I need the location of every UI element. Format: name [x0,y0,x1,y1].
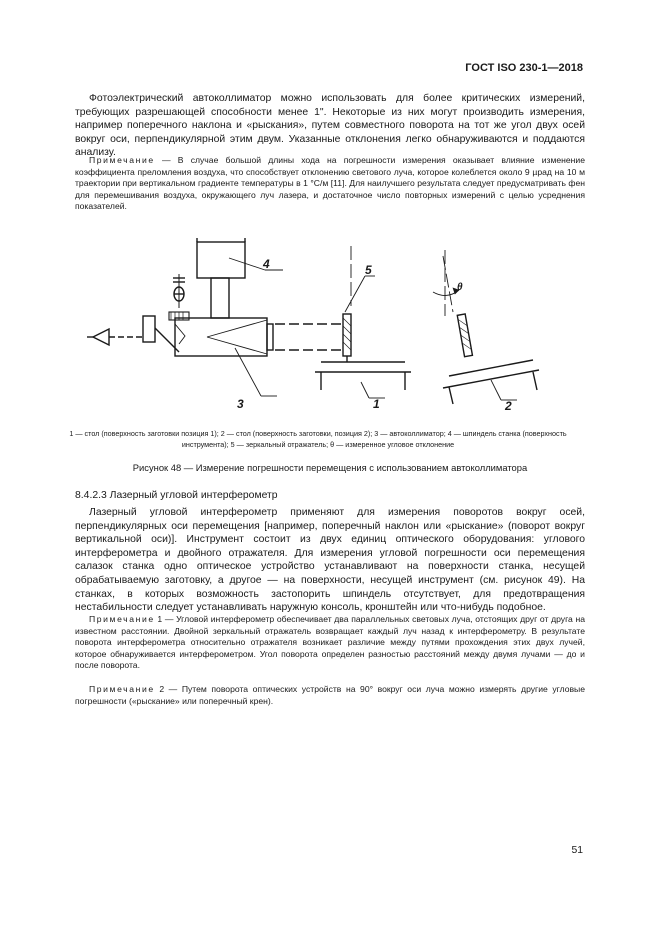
note-body: — В случае большой длины хода на погрешности измерения оказывает влияние изменение коэффициента преломления воздуха, что способствует отклонению светового луча, которое колеблется около 9 µрад на 10 м траектории при вертикальном градиенте температуры в 1 °С/м [11]. Для наилучшего результата следует предусматривать фен для перемешивания воздуха, окружающего луч лазера, и достаточное число повторных измерений с целью усреднения показателей. [75,155,585,212]
note-body: 2 — Путем поворота оптических устройств на 90° вокруг оси луча можно измерять другие угловые погрешности («рыскание» или поперечный крен). [75,684,585,706]
section-paragraph: Лазерный угловой интерферометр применяют для измерения поворотов вокруг осей, перпендикулярных оси перемещения [например, поперечный наклон или «рыскание» (поворот вокруг вертикальной оси)]. Инструмент состоит из двух единиц оптического оборудования: углового интерферометра и двойного отражателя. Для измерения угловой погрешности оси перемещения салазок станка одно оптическое устройство устанавливают на поверхности станка, несущей обрабатываемую заготовку, а другое — на поверхности, несущей инструмент (см. рисунок 49). На станках, в которых возможность застопорить шпиндель отсутствует, для предотвращения нестабильности следует устанавливать наружную консоль, кронштейн или что-нибудь подобное. [75,507,585,614]
observer-eye-icon [93,329,109,345]
section-heading: 8.4.2.3 Лазерный угловой интерферометр [75,490,278,501]
note-rotation [75,684,585,707]
note-interferometer [75,614,585,672]
label-theta: θ [457,282,463,293]
splitter-ray [175,324,185,344]
document-id-header: ГОСТ ISO 230-1—2018 [465,62,583,74]
figure-caption: Рисунок 48 — Измерение погрешности перемещения с использованием автоколлиматора [132,462,528,473]
note-body: 1 — Угловой интерферометр обеспечивает два параллельных световых луча, отстоящих друг от друга на известном расстоянии. Двойной зеркальный отражатель возвращает каждый луч назад к интерферометру. В результате поворота интерферометра относительно отражателя возникает различие между путями прохождения этих двух лучей, которое обнаруживается интерферометром. Угол поворота определен разностью расстояний между двумя лучами — до и после поворота. [75,614,585,671]
label-3: 3 [237,397,244,411]
paragraph-autocollimator [75,92,585,160]
eyepiece [143,316,155,342]
note-text [75,684,585,707]
note-label: Примечание [89,684,155,694]
note-label: Примечание [89,614,155,624]
paragraph-text: Фотоэлектрический автоколлиматор можно использовать для более критических измерений, требующих разрешающей способности менее 1". Некоторые из них могут производить измерения, например поперечного наклона и «рыскания», путем совместного поворота на тот же угол двух осей вокруг оси, перпендикулярной этим двум. Указанные отклонения легко обнаруживаются и поддаются анализу. [75,93,585,159]
page-number: 51 [571,845,583,856]
figure-autocollimator-diagram [75,236,585,416]
section-paragraph-block [75,506,585,615]
internal-ray-top [207,320,267,337]
label-1: 1 [373,397,380,411]
spindle-shaft [211,278,229,318]
label-4: 4 [263,257,270,271]
note-text [75,614,585,672]
label-2: 2 [505,399,512,413]
note-text [75,155,585,213]
note-refraction [75,155,585,213]
figure-legend: 1 — стол (поверхность заготовки позиция 1); 2 — стол (поверхность заготовки, позиция 2); 3 — автоколлиматор; 4 — шпиндель станка (поверхность инструмента); 5 — зеркальный отражатель; θ — измеренное угловое отклонение [69,429,567,449]
note-label: Примечание [89,155,155,165]
table-position-2-surface [443,370,539,388]
autocollimator-lens [267,324,273,350]
mirror-tilted [457,314,472,357]
spindle-housing [197,242,245,278]
label-5: 5 [365,263,372,277]
